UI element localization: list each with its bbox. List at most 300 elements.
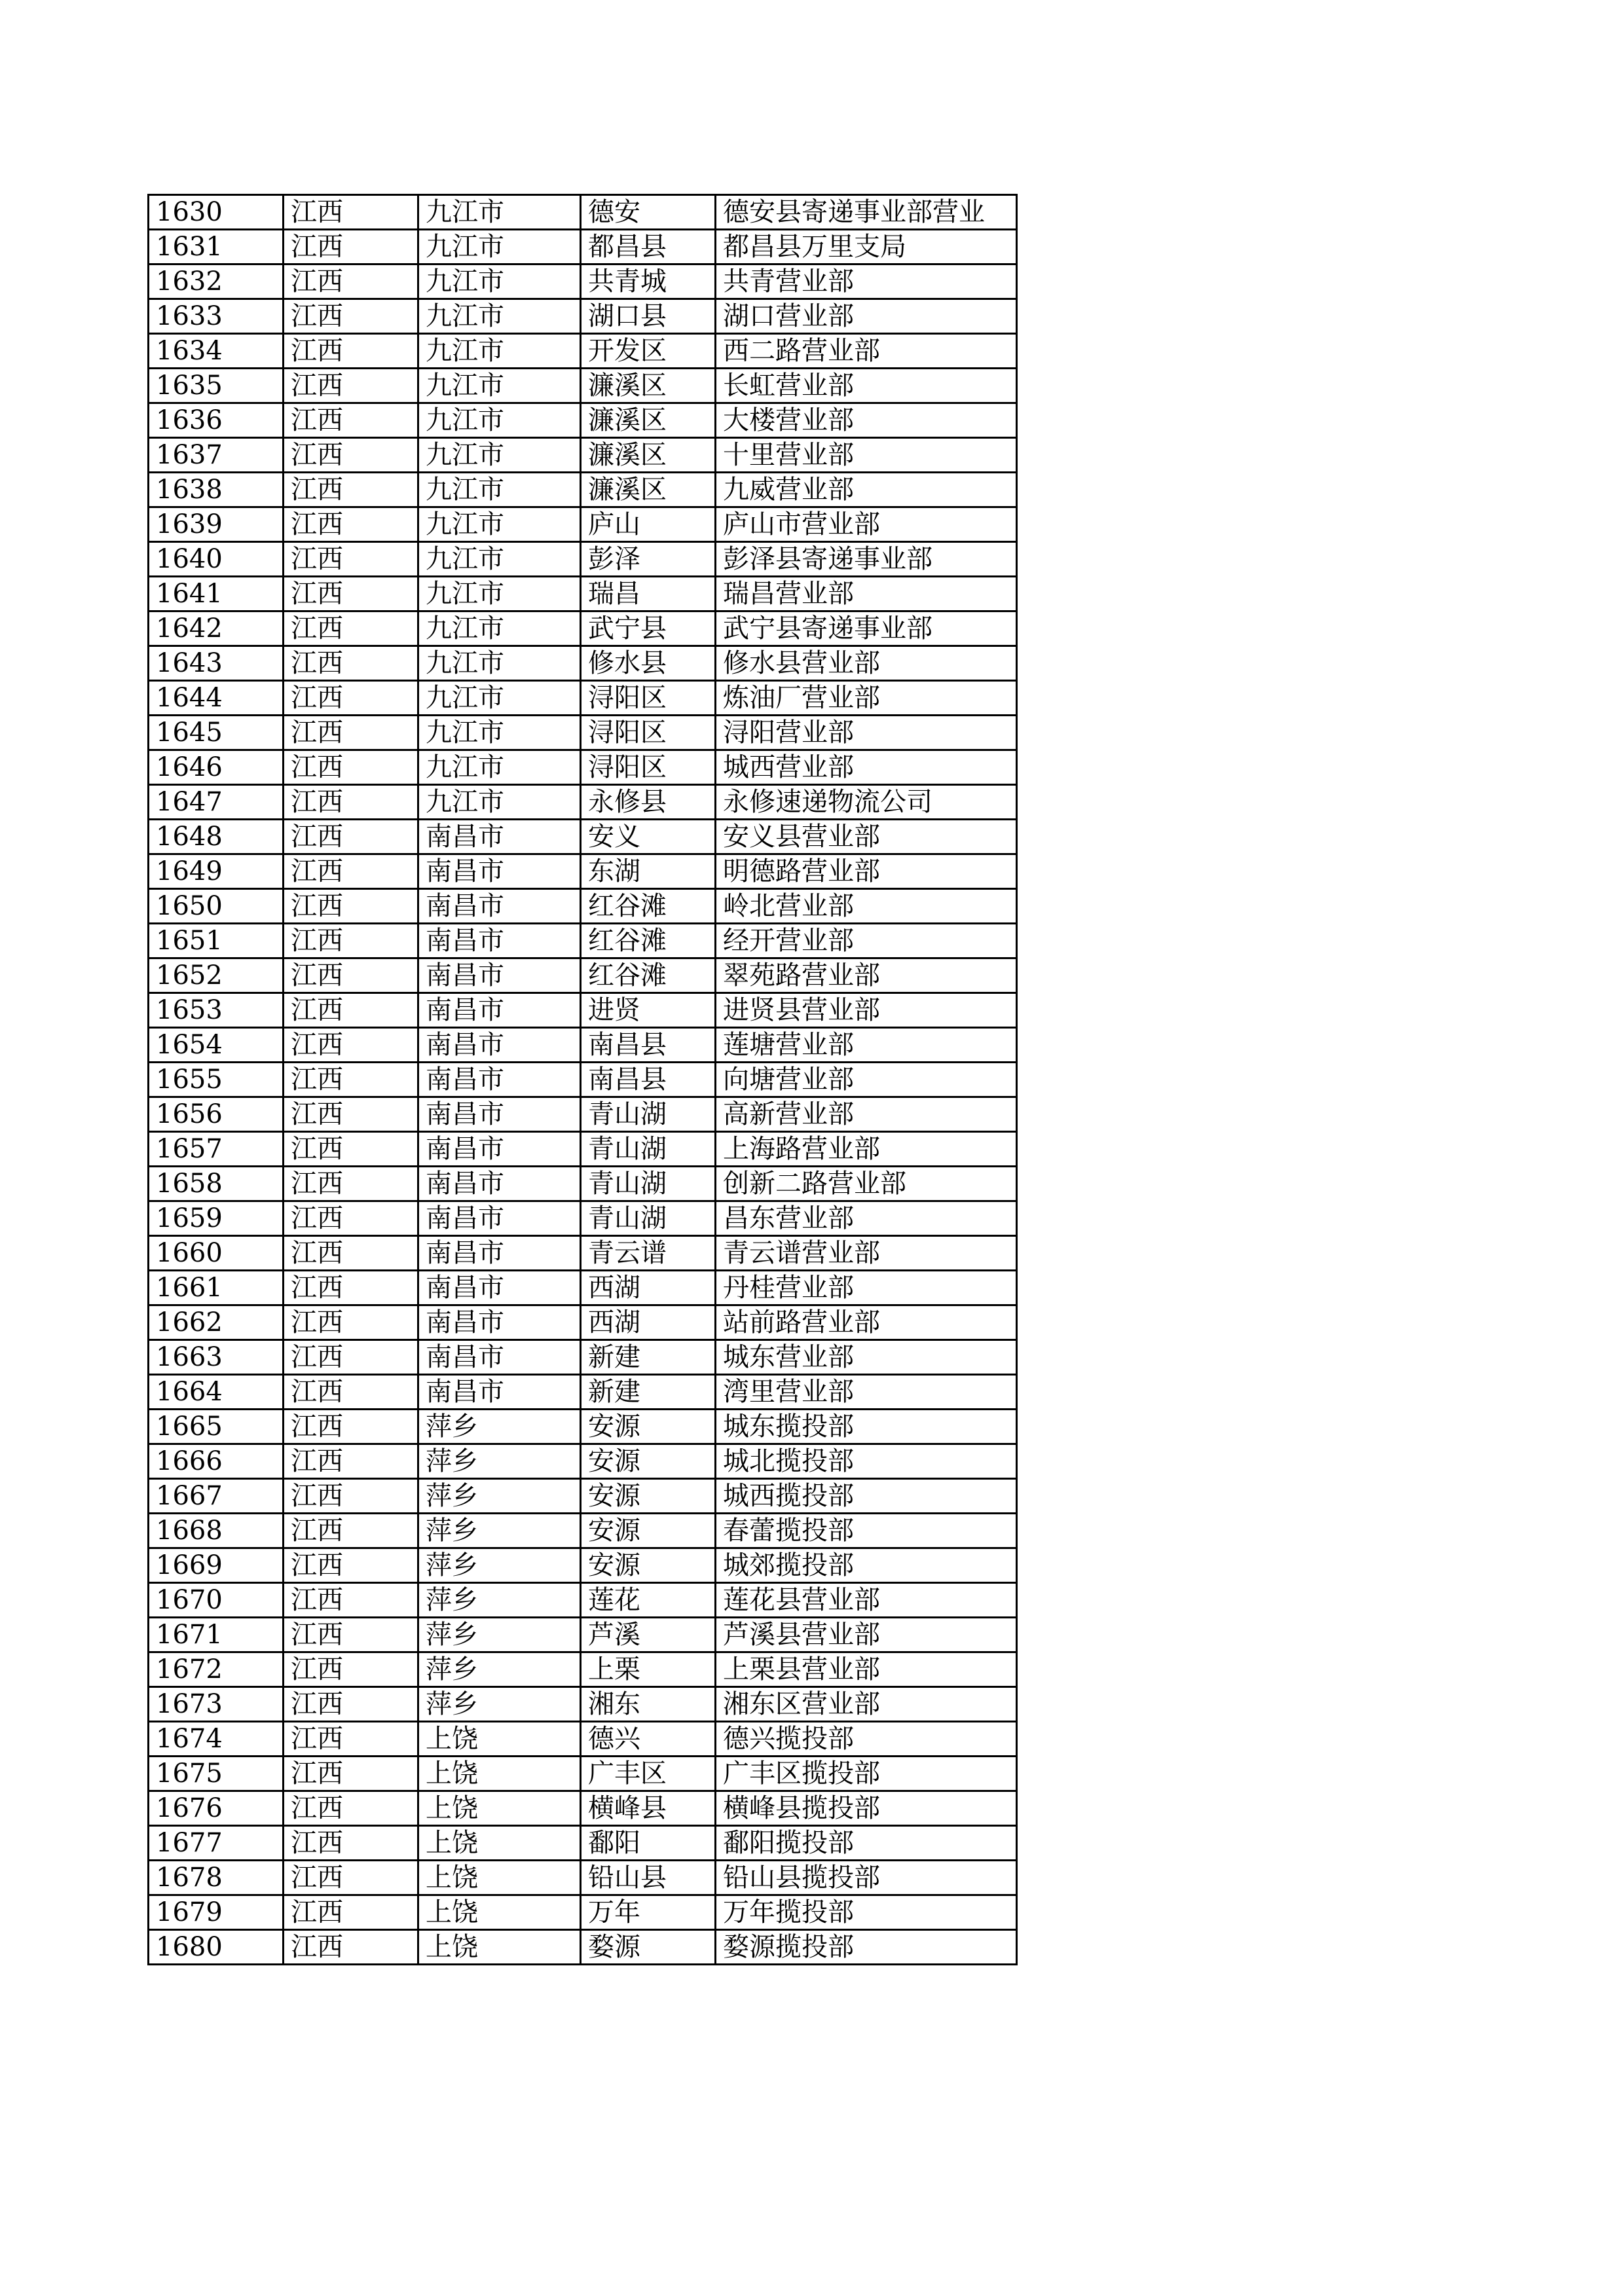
cell-province: 江西 [284, 577, 418, 611]
cell-index: 1641 [149, 577, 284, 611]
table-row [149, 1305, 1017, 1340]
cell-city: 南昌市 [418, 1097, 581, 1132]
cell-branch: 站前路营业部 [716, 1305, 1017, 1340]
cell-city: 九江市 [418, 264, 581, 299]
cell-index: 1660 [149, 1236, 284, 1271]
cell-branch: 德安县寄递事业部营业 [716, 195, 1017, 230]
cell-province: 江西 [284, 299, 418, 334]
cell-index: 1669 [149, 1548, 284, 1583]
table-row [149, 1340, 1017, 1375]
cell-index: 1637 [149, 438, 284, 473]
cell-district: 濂溪区 [581, 403, 716, 438]
table-row [149, 264, 1017, 299]
cell-province: 江西 [284, 646, 418, 681]
cell-city: 九江市 [418, 403, 581, 438]
cell-province: 江西 [284, 1097, 418, 1132]
cell-branch: 西二路营业部 [716, 334, 1017, 369]
cell-branch: 十里营业部 [716, 438, 1017, 473]
table-row [149, 1652, 1017, 1687]
cell-province: 江西 [284, 1201, 418, 1236]
cell-city: 九江市 [418, 716, 581, 750]
cell-province: 江西 [284, 820, 418, 854]
cell-city: 南昌市 [418, 1167, 581, 1201]
cell-province: 江西 [284, 1479, 418, 1514]
cell-city: 南昌市 [418, 1063, 581, 1097]
cell-district: 安源 [581, 1548, 716, 1583]
cell-district: 上栗 [581, 1652, 716, 1687]
table-row [149, 542, 1017, 577]
cell-branch: 鄱阳揽投部 [716, 1826, 1017, 1861]
cell-district: 莲花 [581, 1583, 716, 1618]
table-row [149, 1514, 1017, 1548]
cell-branch: 莲塘营业部 [716, 1028, 1017, 1063]
cell-index: 1673 [149, 1687, 284, 1722]
table-row [149, 1687, 1017, 1722]
cell-province: 江西 [284, 958, 418, 993]
cell-city: 九江市 [418, 195, 581, 230]
table-row [149, 334, 1017, 369]
cell-province: 江西 [284, 889, 418, 924]
cell-index: 1664 [149, 1375, 284, 1410]
cell-branch: 上栗县营业部 [716, 1652, 1017, 1687]
table-row [149, 230, 1017, 264]
cell-city: 九江市 [418, 334, 581, 369]
cell-city: 南昌市 [418, 1236, 581, 1271]
cell-city: 九江市 [418, 611, 581, 646]
cell-city: 九江市 [418, 473, 581, 507]
cell-city: 九江市 [418, 785, 581, 820]
cell-city: 上饶 [418, 1757, 581, 1791]
cell-index: 1674 [149, 1722, 284, 1757]
cell-district: 安义 [581, 820, 716, 854]
cell-city: 九江市 [418, 542, 581, 577]
cell-province: 江西 [284, 1236, 418, 1271]
cell-branch: 城西营业部 [716, 750, 1017, 785]
cell-index: 1650 [149, 889, 284, 924]
table-row [149, 1236, 1017, 1271]
cell-index: 1635 [149, 369, 284, 403]
cell-province: 江西 [284, 230, 418, 264]
cell-district: 西湖 [581, 1271, 716, 1305]
cell-city: 萍乡 [418, 1548, 581, 1583]
cell-province: 江西 [284, 1028, 418, 1063]
cell-index: 1655 [149, 1063, 284, 1097]
cell-city: 九江市 [418, 646, 581, 681]
cell-index: 1630 [149, 195, 284, 230]
cell-district: 德兴 [581, 1722, 716, 1757]
cell-city: 南昌市 [418, 1375, 581, 1410]
cell-city: 南昌市 [418, 820, 581, 854]
cell-branch: 进贤县营业部 [716, 993, 1017, 1028]
cell-province: 江西 [284, 1410, 418, 1444]
cell-branch: 修水县营业部 [716, 646, 1017, 681]
table-row [149, 785, 1017, 820]
cell-branch: 万年揽投部 [716, 1895, 1017, 1930]
table-row [149, 438, 1017, 473]
cell-index: 1634 [149, 334, 284, 369]
cell-branch: 上海路营业部 [716, 1132, 1017, 1167]
table-row [149, 1132, 1017, 1167]
cell-branch: 城郊揽投部 [716, 1548, 1017, 1583]
cell-branch: 共青营业部 [716, 264, 1017, 299]
cell-district: 青山湖 [581, 1097, 716, 1132]
cell-district: 彭泽 [581, 542, 716, 577]
table-row [149, 611, 1017, 646]
cell-city: 上饶 [418, 1722, 581, 1757]
table-row [149, 195, 1017, 230]
table-row [149, 507, 1017, 542]
table-row [149, 1271, 1017, 1305]
cell-city: 南昌市 [418, 924, 581, 958]
cell-index: 1671 [149, 1618, 284, 1652]
cell-branch: 岭北营业部 [716, 889, 1017, 924]
cell-city: 上饶 [418, 1826, 581, 1861]
table-row [149, 1791, 1017, 1826]
cell-branch: 永修速递物流公司 [716, 785, 1017, 820]
cell-index: 1654 [149, 1028, 284, 1063]
table-row [149, 646, 1017, 681]
cell-district: 进贤 [581, 993, 716, 1028]
cell-branch: 婺源揽投部 [716, 1930, 1017, 1965]
cell-province: 江西 [284, 438, 418, 473]
cell-province: 江西 [284, 1167, 418, 1201]
cell-branch: 安义县营业部 [716, 820, 1017, 854]
cell-branch: 横峰县揽投部 [716, 1791, 1017, 1826]
cell-district: 青云谱 [581, 1236, 716, 1271]
cell-index: 1636 [149, 403, 284, 438]
cell-index: 1672 [149, 1652, 284, 1687]
cell-district: 红谷滩 [581, 924, 716, 958]
cell-city: 萍乡 [418, 1479, 581, 1514]
cell-province: 江西 [284, 1514, 418, 1548]
table-row [149, 1722, 1017, 1757]
cell-index: 1651 [149, 924, 284, 958]
cell-branch: 翠苑路营业部 [716, 958, 1017, 993]
table-row [149, 1375, 1017, 1410]
cell-district: 横峰县 [581, 1791, 716, 1826]
cell-branch: 丹桂营业部 [716, 1271, 1017, 1305]
cell-city: 南昌市 [418, 1201, 581, 1236]
cell-district: 新建 [581, 1340, 716, 1375]
table-row [149, 820, 1017, 854]
cell-province: 江西 [284, 993, 418, 1028]
cell-city: 九江市 [418, 750, 581, 785]
cell-city: 南昌市 [418, 993, 581, 1028]
cell-province: 江西 [284, 1132, 418, 1167]
cell-province: 江西 [284, 1063, 418, 1097]
cell-district: 瑞昌 [581, 577, 716, 611]
cell-province: 江西 [284, 750, 418, 785]
cell-district: 濂溪区 [581, 369, 716, 403]
cell-district: 西湖 [581, 1305, 716, 1340]
cell-province: 江西 [284, 1652, 418, 1687]
cell-branch: 德兴揽投部 [716, 1722, 1017, 1757]
cell-province: 江西 [284, 1618, 418, 1652]
cell-branch: 城东营业部 [716, 1340, 1017, 1375]
cell-province: 江西 [284, 1791, 418, 1826]
table-row [149, 403, 1017, 438]
table-row [149, 889, 1017, 924]
table-row [149, 958, 1017, 993]
cell-city: 九江市 [418, 577, 581, 611]
cell-district: 共青城 [581, 264, 716, 299]
cell-district: 红谷滩 [581, 958, 716, 993]
cell-index: 1656 [149, 1097, 284, 1132]
table-row [149, 1097, 1017, 1132]
cell-index: 1666 [149, 1444, 284, 1479]
cell-index: 1665 [149, 1410, 284, 1444]
table-row [149, 473, 1017, 507]
cell-district: 浔阳区 [581, 750, 716, 785]
cell-district: 浔阳区 [581, 716, 716, 750]
cell-province: 江西 [284, 1444, 418, 1479]
cell-province: 江西 [284, 1930, 418, 1965]
cell-index: 1652 [149, 958, 284, 993]
cell-city: 萍乡 [418, 1410, 581, 1444]
cell-index: 1647 [149, 785, 284, 820]
cell-branch: 创新二路营业部 [716, 1167, 1017, 1201]
cell-district: 广丰区 [581, 1757, 716, 1791]
cell-province: 江西 [284, 195, 418, 230]
cell-branch: 浔阳营业部 [716, 716, 1017, 750]
cell-district: 芦溪 [581, 1618, 716, 1652]
cell-index: 1680 [149, 1930, 284, 1965]
cell-city: 南昌市 [418, 1340, 581, 1375]
cell-index: 1659 [149, 1201, 284, 1236]
table-row [149, 1201, 1017, 1236]
cell-branch: 城东揽投部 [716, 1410, 1017, 1444]
cell-district: 武宁县 [581, 611, 716, 646]
cell-province: 江西 [284, 1548, 418, 1583]
cell-index: 1638 [149, 473, 284, 507]
table-row [149, 1410, 1017, 1444]
cell-index: 1649 [149, 854, 284, 889]
table-row [149, 1757, 1017, 1791]
cell-province: 江西 [284, 1722, 418, 1757]
cell-province: 江西 [284, 1861, 418, 1895]
cell-district: 万年 [581, 1895, 716, 1930]
cell-city: 萍乡 [418, 1687, 581, 1722]
cell-branch: 炼油厂营业部 [716, 681, 1017, 716]
cell-province: 江西 [284, 507, 418, 542]
cell-district: 濂溪区 [581, 438, 716, 473]
cell-index: 1667 [149, 1479, 284, 1514]
cell-province: 江西 [284, 1687, 418, 1722]
cell-province: 江西 [284, 334, 418, 369]
table-row [149, 577, 1017, 611]
cell-index: 1653 [149, 993, 284, 1028]
cell-branch: 彭泽县寄递事业部 [716, 542, 1017, 577]
cell-index: 1648 [149, 820, 284, 854]
cell-city: 上饶 [418, 1930, 581, 1965]
cell-district: 永修县 [581, 785, 716, 820]
cell-province: 江西 [284, 716, 418, 750]
cell-branch: 明德路营业部 [716, 854, 1017, 889]
cell-city: 九江市 [418, 681, 581, 716]
cell-branch: 铅山县揽投部 [716, 1861, 1017, 1895]
cell-index: 1676 [149, 1791, 284, 1826]
cell-index: 1661 [149, 1271, 284, 1305]
table-row [149, 369, 1017, 403]
cell-province: 江西 [284, 403, 418, 438]
cell-district: 安源 [581, 1410, 716, 1444]
cell-city: 南昌市 [418, 889, 581, 924]
cell-city: 南昌市 [418, 958, 581, 993]
cell-index: 1631 [149, 230, 284, 264]
cell-province: 江西 [284, 854, 418, 889]
cell-index: 1679 [149, 1895, 284, 1930]
cell-province: 江西 [284, 1375, 418, 1410]
cell-branch: 武宁县寄递事业部 [716, 611, 1017, 646]
cell-district: 婺源 [581, 1930, 716, 1965]
cell-index: 1632 [149, 264, 284, 299]
table-row [149, 299, 1017, 334]
cell-branch: 经开营业部 [716, 924, 1017, 958]
table-row [149, 716, 1017, 750]
table-row [149, 924, 1017, 958]
table-row [149, 1895, 1017, 1930]
cell-city: 九江市 [418, 230, 581, 264]
cell-district: 浔阳区 [581, 681, 716, 716]
cell-district: 开发区 [581, 334, 716, 369]
cell-province: 江西 [284, 1895, 418, 1930]
cell-index: 1670 [149, 1583, 284, 1618]
cell-province: 江西 [284, 369, 418, 403]
cell-district: 濂溪区 [581, 473, 716, 507]
cell-branch: 湾里营业部 [716, 1375, 1017, 1410]
table-row [149, 1479, 1017, 1514]
cell-branch: 广丰区揽投部 [716, 1757, 1017, 1791]
cell-city: 南昌市 [418, 1271, 581, 1305]
cell-branch: 高新营业部 [716, 1097, 1017, 1132]
cell-city: 九江市 [418, 299, 581, 334]
cell-city: 上饶 [418, 1791, 581, 1826]
cell-district: 庐山 [581, 507, 716, 542]
cell-province: 江西 [284, 1340, 418, 1375]
table-row [149, 1930, 1017, 1965]
cell-index: 1642 [149, 611, 284, 646]
cell-branch: 长虹营业部 [716, 369, 1017, 403]
cell-province: 江西 [284, 542, 418, 577]
cell-index: 1678 [149, 1861, 284, 1895]
table-row [149, 1861, 1017, 1895]
cell-branch: 春蕾揽投部 [716, 1514, 1017, 1548]
cell-index: 1646 [149, 750, 284, 785]
cell-province: 江西 [284, 264, 418, 299]
cell-city: 萍乡 [418, 1652, 581, 1687]
cell-province: 江西 [284, 1757, 418, 1791]
table-row [149, 1826, 1017, 1861]
cell-index: 1639 [149, 507, 284, 542]
cell-branch: 青云谱营业部 [716, 1236, 1017, 1271]
cell-province: 江西 [284, 924, 418, 958]
cell-city: 南昌市 [418, 1132, 581, 1167]
cell-city: 九江市 [418, 438, 581, 473]
table-row [149, 750, 1017, 785]
cell-province: 江西 [284, 1583, 418, 1618]
cell-city: 萍乡 [418, 1583, 581, 1618]
cell-index: 1640 [149, 542, 284, 577]
table-row [149, 993, 1017, 1028]
cell-branch: 城北揽投部 [716, 1444, 1017, 1479]
cell-district: 安源 [581, 1479, 716, 1514]
cell-district: 安源 [581, 1514, 716, 1548]
cell-province: 江西 [284, 473, 418, 507]
cell-province: 江西 [284, 1826, 418, 1861]
cell-province: 江西 [284, 681, 418, 716]
cell-index: 1657 [149, 1132, 284, 1167]
cell-province: 江西 [284, 611, 418, 646]
cell-branch: 湖口营业部 [716, 299, 1017, 334]
cell-index: 1668 [149, 1514, 284, 1548]
table-row [149, 1618, 1017, 1652]
cell-district: 青山湖 [581, 1132, 716, 1167]
cell-district: 湘东 [581, 1687, 716, 1722]
cell-district: 修水县 [581, 646, 716, 681]
table-body [149, 195, 1017, 1965]
cell-index: 1663 [149, 1340, 284, 1375]
cell-district: 铅山县 [581, 1861, 716, 1895]
cell-district: 安源 [581, 1444, 716, 1479]
cell-city: 上饶 [418, 1861, 581, 1895]
cell-branch: 城西揽投部 [716, 1479, 1017, 1514]
cell-district: 东湖 [581, 854, 716, 889]
cell-city: 南昌市 [418, 1028, 581, 1063]
cell-district: 德安 [581, 195, 716, 230]
table-row [149, 1167, 1017, 1201]
table-row [149, 681, 1017, 716]
data-table [147, 194, 1018, 1965]
cell-branch: 九威营业部 [716, 473, 1017, 507]
table-row [149, 1583, 1017, 1618]
cell-district: 都昌县 [581, 230, 716, 264]
table-row [149, 1444, 1017, 1479]
cell-branch: 芦溪县营业部 [716, 1618, 1017, 1652]
cell-index: 1677 [149, 1826, 284, 1861]
table-row [149, 854, 1017, 889]
cell-district: 湖口县 [581, 299, 716, 334]
cell-district: 青山湖 [581, 1201, 716, 1236]
table-row [149, 1028, 1017, 1063]
cell-index: 1662 [149, 1305, 284, 1340]
cell-index: 1633 [149, 299, 284, 334]
table-row [149, 1548, 1017, 1583]
cell-branch: 都昌县万里支局 [716, 230, 1017, 264]
cell-city: 南昌市 [418, 1305, 581, 1340]
cell-city: 萍乡 [418, 1618, 581, 1652]
cell-branch: 庐山市营业部 [716, 507, 1017, 542]
cell-index: 1644 [149, 681, 284, 716]
cell-district: 南昌县 [581, 1063, 716, 1097]
cell-branch: 大楼营业部 [716, 403, 1017, 438]
cell-index: 1675 [149, 1757, 284, 1791]
cell-city: 九江市 [418, 369, 581, 403]
cell-index: 1658 [149, 1167, 284, 1201]
cell-province: 江西 [284, 1271, 418, 1305]
cell-index: 1643 [149, 646, 284, 681]
cell-branch: 向塘营业部 [716, 1063, 1017, 1097]
cell-city: 南昌市 [418, 854, 581, 889]
cell-city: 九江市 [418, 507, 581, 542]
cell-city: 萍乡 [418, 1514, 581, 1548]
cell-city: 上饶 [418, 1895, 581, 1930]
cell-index: 1645 [149, 716, 284, 750]
cell-branch: 湘东区营业部 [716, 1687, 1017, 1722]
table-row [149, 1063, 1017, 1097]
cell-branch: 昌东营业部 [716, 1201, 1017, 1236]
cell-province: 江西 [284, 1305, 418, 1340]
cell-district: 南昌县 [581, 1028, 716, 1063]
